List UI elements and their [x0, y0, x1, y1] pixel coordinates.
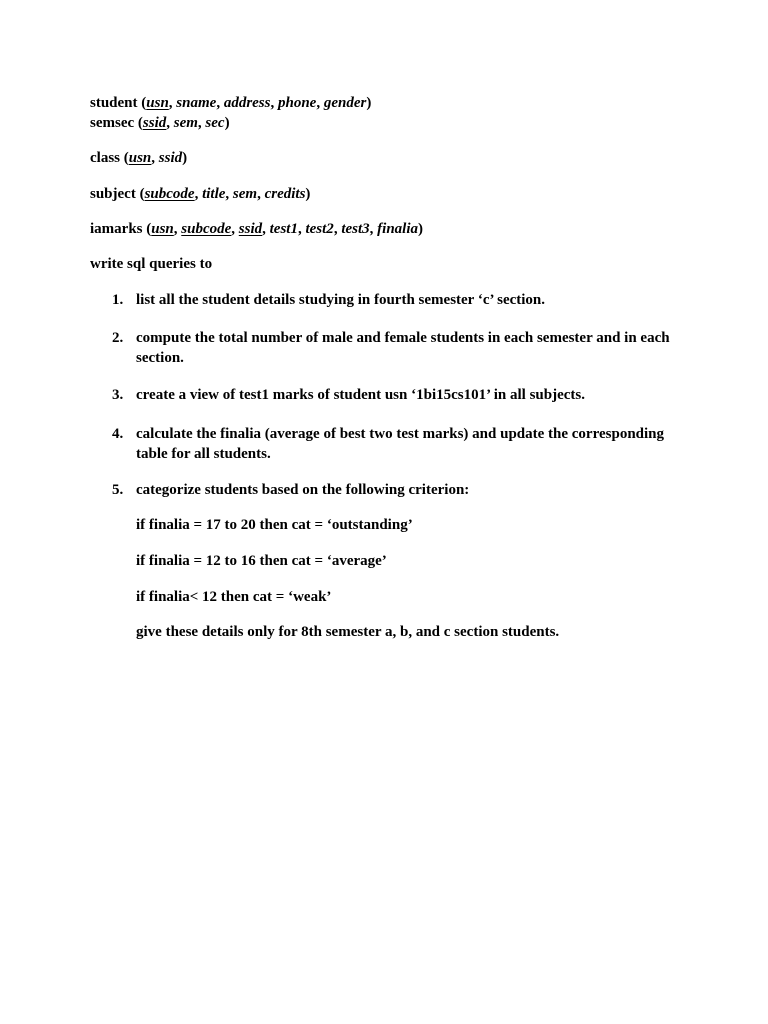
attribute: finalia: [377, 221, 418, 237]
query-text: categorize students based on the following criterion:: [136, 482, 470, 498]
schema-semsec: semsec (ssid, sem, sec): [90, 115, 230, 131]
table-name: subject: [90, 186, 136, 202]
attribute: sec: [205, 115, 225, 131]
queries-intro: write sql queries to: [90, 256, 213, 272]
query-item-1: [112, 290, 692, 310]
attribute: gender: [323, 95, 367, 111]
query-item-3: [112, 385, 692, 405]
query-text: calculate the finalia (average of best two test marks) and update the corresponding table for all students.: [136, 426, 665, 462]
key-attribute: subcode: [181, 221, 232, 237]
attribute: test1: [269, 221, 298, 237]
query-number: 3.: [112, 387, 124, 403]
attribute: ssid: [158, 150, 183, 166]
criterion-average: if finalia = 12 to 16 then cat = ‘average’: [136, 553, 387, 569]
query-number: 1.: [112, 292, 124, 308]
table-name: semsec: [90, 115, 135, 131]
attribute: credits: [264, 186, 306, 202]
query-text: create a view of test1 marks of student usn ‘1bi15cs101’ in all subjects.: [136, 387, 585, 403]
attribute: phone: [277, 95, 317, 111]
key-attribute: usn: [146, 95, 169, 111]
query-text: list all the student details studying in fourth semester ‘c’ section.: [136, 292, 546, 308]
query-item-4: [112, 424, 692, 464]
attribute: test2: [305, 221, 334, 237]
schema-class: class (usn, ssid): [90, 150, 188, 166]
attribute: sem: [232, 186, 258, 202]
key-attribute: ssid: [238, 221, 263, 237]
schema-subject: subject (subcode, title, sem, credits): [90, 186, 311, 202]
query-item-5: [112, 480, 692, 500]
query-item-2: [112, 328, 692, 368]
query-text: compute the total number of male and female students in each semester and in each section.: [136, 330, 670, 366]
criterion-scope-note: give these details only for 8th semester a, b, and c section students.: [136, 624, 560, 640]
key-attribute: subcode: [144, 186, 195, 202]
schema-student: student (usn, sname, address, phone, gender): [90, 95, 372, 111]
attribute: sname: [176, 95, 217, 111]
key-attribute: usn: [151, 221, 174, 237]
table-name: class: [90, 150, 120, 166]
query-number: 4.: [112, 426, 124, 442]
attribute: test3: [341, 221, 370, 237]
attribute: title: [202, 186, 226, 202]
key-attribute: usn: [128, 150, 152, 166]
query-number: 5.: [112, 482, 124, 498]
key-attribute: ssid: [142, 115, 167, 131]
schema-iamarks: iamarks (usn, subcode, ssid, test1, test2, test3, finalia): [90, 221, 423, 237]
query-number: 2.: [112, 330, 124, 346]
table-name: student: [90, 95, 138, 111]
table-name: iamarks: [90, 221, 143, 237]
criterion-outstanding: if finalia = 17 to 20 then cat = ‘outstanding’: [136, 517, 413, 533]
criterion-weak: if finalia< 12 then cat = ‘weak’: [136, 589, 332, 605]
attribute: address: [223, 95, 271, 111]
attribute: sem: [173, 115, 198, 131]
